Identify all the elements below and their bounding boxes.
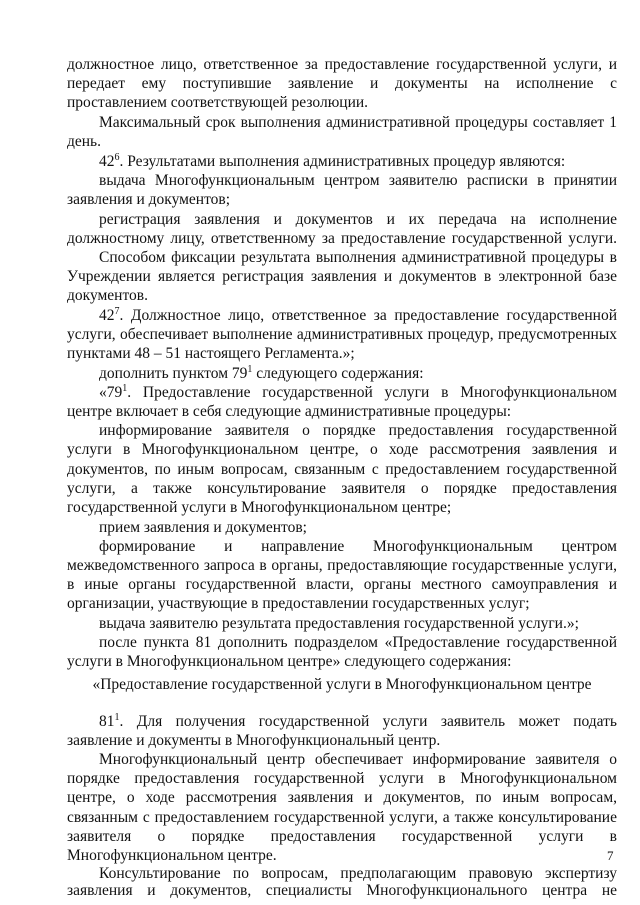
text-line: заявление и документы в Многофункциональный центр. xyxy=(67,732,441,749)
paragraph-79-1 xyxy=(99,383,617,402)
text-line xyxy=(99,364,617,383)
text-line: Способом фиксации результата выполнения административной процедуры в xyxy=(99,249,617,266)
text-line: выдача заявителю результата предоставления государственной услуги.»; xyxy=(99,615,579,632)
text-line: заявителя о порядке предоставления государственной услуги в xyxy=(67,828,617,845)
text-line: услуги в Многофункциональном центре, о ходе рассмотрения заявления и xyxy=(67,441,617,458)
clause-number: 81 xyxy=(99,713,115,730)
text-span: . Для получения государственной услуги заявитель может подать xyxy=(119,713,617,730)
text-line: организации, участвующие в предоставлении государственных услуг; xyxy=(67,595,530,612)
text-line: центре включает в себя следующие административные процедуры: xyxy=(67,403,512,420)
paragraph-42-7 xyxy=(99,306,617,325)
clause-superscript: 1 xyxy=(247,364,253,375)
text-line: Учреждении является регистрация заявления и документов в электронной базе xyxy=(67,268,617,285)
text-line: связанным с предоставлением государственной услуги, а также консультирование xyxy=(67,809,617,826)
text-line: день. xyxy=(67,133,102,150)
text-line: документов. xyxy=(67,287,148,304)
clause-number: 42 xyxy=(99,307,115,324)
clause-superscript: 1 xyxy=(122,383,128,394)
clause-number: «79 xyxy=(99,384,123,401)
text-line: прием заявления и документов; xyxy=(99,519,307,536)
text-span: дополнить пунктом 79 xyxy=(99,365,248,382)
text-line: формирование и направление Многофункциональным центром xyxy=(99,538,617,555)
text-line: Максимальный срок выполнения административной процедуры составляет 1 xyxy=(99,114,617,131)
text-line: в иные органы государственной власти, органы местного самоуправления и xyxy=(67,576,617,593)
paragraph-42-6 xyxy=(99,152,617,171)
text-line: регистрация заявления и документов и их передача на исполнение xyxy=(99,211,617,228)
text-line: заявления и документов; xyxy=(67,191,231,208)
text-line: Консультирование по вопросам, предполагающим правовую экспертизу xyxy=(99,865,617,882)
text-line: межведомственного запроса в органы, предоставляющие государственные услуги, xyxy=(67,557,617,574)
text-span: . Должностное лицо, ответственное за предоставление государственной xyxy=(119,307,617,324)
text-line: должностному лицу, ответственному за предоставление государственной услуги. xyxy=(67,230,617,247)
clause-superscript: 6 xyxy=(114,152,120,163)
text-line: заявления и документов, специалисты Многофункционального центра не xyxy=(67,882,617,899)
text-line: услуги, обеспечивает выполнение административных процедур, предусмотренных xyxy=(67,326,617,343)
clause-superscript: 1 xyxy=(114,712,120,723)
text-line: порядке предоставления государственной услуги в Многофункциональном xyxy=(67,770,617,787)
text-line: пунктами 48 – 51 настоящего Регламента.»; xyxy=(67,345,355,362)
text-line: проставлением соответствующей резолюции. xyxy=(67,94,369,111)
text-line: Многофункциональном центре. xyxy=(67,847,277,864)
text-line: выдача Многофункциональным центром заявителю расписки в принятии xyxy=(99,172,617,189)
text-span: . Предоставление государственной услуги в Многофункциональном xyxy=(127,384,617,401)
text-span: следующего содержания: xyxy=(252,365,424,382)
text-line: должностное лицо, ответственное за предоставление государственной услуги, и xyxy=(67,56,617,73)
text-line: услуги, а также консультирование заявителя о порядке предоставления xyxy=(67,480,617,497)
text-line: услуги в Многофункциональном центре» следующего содержания: xyxy=(67,653,512,670)
text-line: после пункта 81 дополнить подразделом «Предоставление государственной xyxy=(99,634,617,651)
paragraph-81-1 xyxy=(99,712,617,731)
text-span: . Результатами выполнения административных процедур являются: xyxy=(119,153,566,170)
clause-number: 42 xyxy=(99,153,115,170)
section-heading: «Предоставление государственной услуги в Многофункциональном центре xyxy=(92,676,592,693)
text-line: информирование заявителя о порядке предоставления государственной xyxy=(99,422,617,439)
text-line: передает ему поступившие заявление и документы на исполнение с xyxy=(67,75,617,92)
text-line: центре, о ходе рассмотрения заявления и документов, по иным вопросам, xyxy=(67,789,617,806)
text-line: Многофункциональный центр обеспечивает информирование заявителя о xyxy=(99,751,617,768)
text-line: государственной услуги в Многофункциональном центре; xyxy=(67,499,452,516)
clause-superscript: 7 xyxy=(114,306,120,317)
text-line: документов, по иным вопросам, связанным с предоставлением государственной xyxy=(67,461,617,478)
page-number: 7 xyxy=(607,848,614,863)
